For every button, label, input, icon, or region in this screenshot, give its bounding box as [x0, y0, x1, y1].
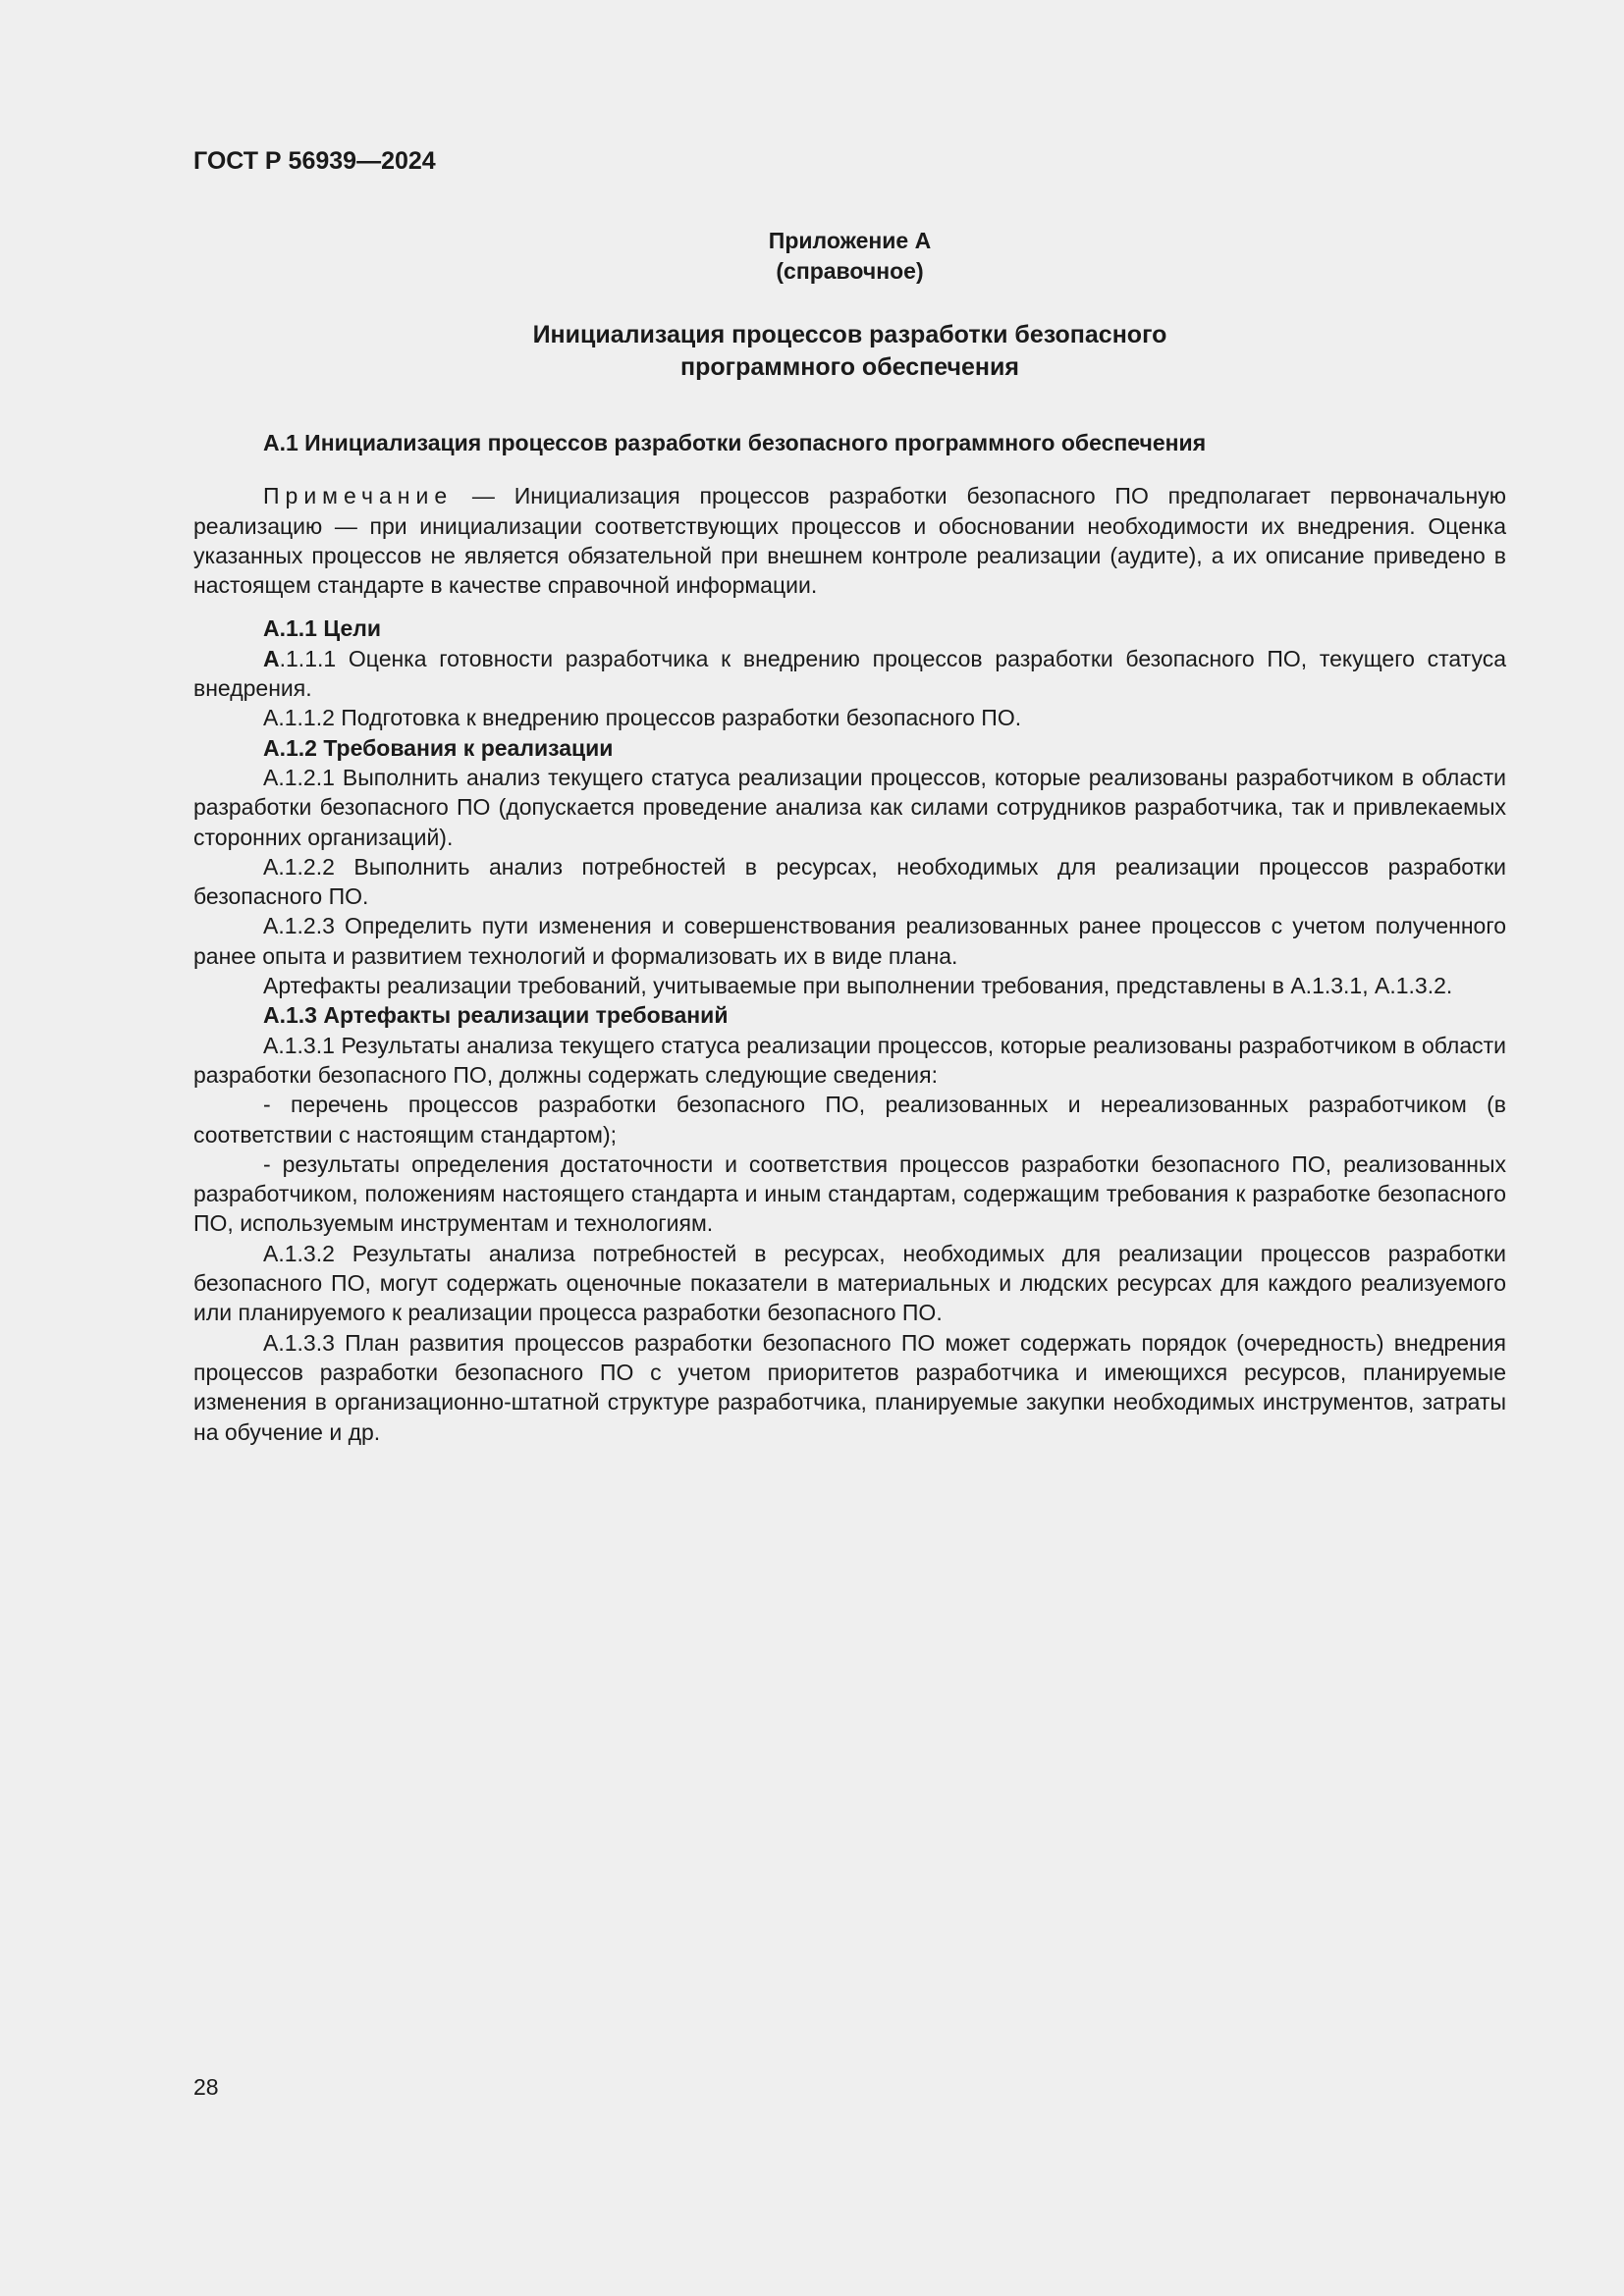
paragraph-a111	[193, 644, 1506, 704]
paragraph-a131: А.1.3.1 Результаты анализа текущего статуса реализации процессов, которые реализованы разработчиком в области разработки безопасного ПО, должны содержать следующие сведения:	[193, 1032, 1506, 1088]
paragraph-a111-text: .1.1.1 Оценка готовности разработчика к внедрению процессов разработки безопасного ПО, текущего статуса внедрения.	[193, 645, 1506, 702]
note-text: — Инициализация процессов разработки безопасного ПО предполагает первоначальную реализацию — при инициализации соответствующих процессов и обосновании необходимости их внедрения. Оценка указанных процессов не является обязательной при внешнем контроле реализации (аудите), а их описание приведено в настоящем стандарте в качестве справочной информации.	[193, 483, 1506, 599]
section-a13-heading: А.1.3 Артефакты реализации требований	[263, 1002, 729, 1029]
annex-title-line2: программного обеспечения	[680, 353, 1019, 381]
annex-title	[193, 319, 1506, 384]
document-body	[193, 428, 1506, 1447]
paragraph-a132: А.1.3.2 Результаты анализа потребностей в ресурсах, необходимых для реализации процессов разработки безопасного ПО, могут содержать оценочные показатели в материальных и людских ресурсах для каждого реализуемого или планируемого к реализации процесса разработки безопасного ПО.	[193, 1240, 1506, 1326]
paragraph-a133: А.1.3.3 План развития процессов разработки безопасного ПО может содержать порядок (очередность) внедрения процессов разработки безопасного ПО с учетом приоритетов разработчика и имеющихся ресурсов, планируемые изменения в организационно-штатной структуре разработчика, планируемые закупки необходимых инструментов, затраты на обучение и др.	[193, 1329, 1506, 1445]
section-a12-heading: А.1.2 Требования к реализации	[263, 734, 614, 761]
paragraph-a121: А.1.2.1 Выполнить анализ текущего статуса реализации процессов, которые реализованы разработчиком в области разработки безопасного ПО (допускается проведение анализа как силами сотрудников разработчика, так и привлекаемых сторонних организаций).	[193, 764, 1506, 850]
note-label: Примечание	[263, 483, 454, 509]
annex-label-block	[193, 226, 1506, 287]
annex-label: Приложение А	[768, 228, 932, 253]
paragraph-a111-bold-prefix: А	[263, 645, 280, 671]
paragraph-a122: А.1.2.2 Выполнить анализ потребностей в ресурсах, необходимых для реализации процессов разработки безопасного ПО.	[193, 853, 1506, 910]
note-paragraph	[193, 481, 1506, 600]
paragraph-artifacts-note: Артефакты реализации требований, учитываемые при выполнении требования, представлены в А.1.3.1, А.1.3.2.	[263, 973, 1453, 999]
annex-type: (справочное)	[776, 258, 924, 284]
paragraph-a123: А.1.2.3 Определить пути изменения и совершенствования реализованных ранее процессов с учетом полученного ранее опыта и развитием технологий и формализовать их в виде плана.	[193, 913, 1506, 969]
section-a11-heading: А.1.1 Цели	[263, 615, 381, 642]
section-a1-heading: А.1 Инициализация процессов разработки безопасного программного обеспечения	[263, 430, 1207, 455]
list-item: - перечень процессов разработки безопасного ПО, реализованных и нереализованных разработчиком (в соответствии с настоящим стандартом);	[193, 1092, 1506, 1148]
paragraph-a112: А.1.1.2 Подготовка к внедрению процессов разработки безопасного ПО.	[263, 705, 1022, 731]
document-header-code: ГОСТ Р 56939—2024	[193, 147, 436, 175]
annex-title-line1: Инициализация процессов разработки безопасного	[532, 321, 1167, 348]
list-item: - результаты определения достаточности и соответствия процессов разработки безопасного ПО, реализованных разработчиком, положениям настоящего стандарта и иным стандартам, содержащим требования к разработке безопасного ПО, используемым инструментам и технологиям.	[193, 1150, 1506, 1237]
page-number: 28	[193, 2074, 219, 2100]
